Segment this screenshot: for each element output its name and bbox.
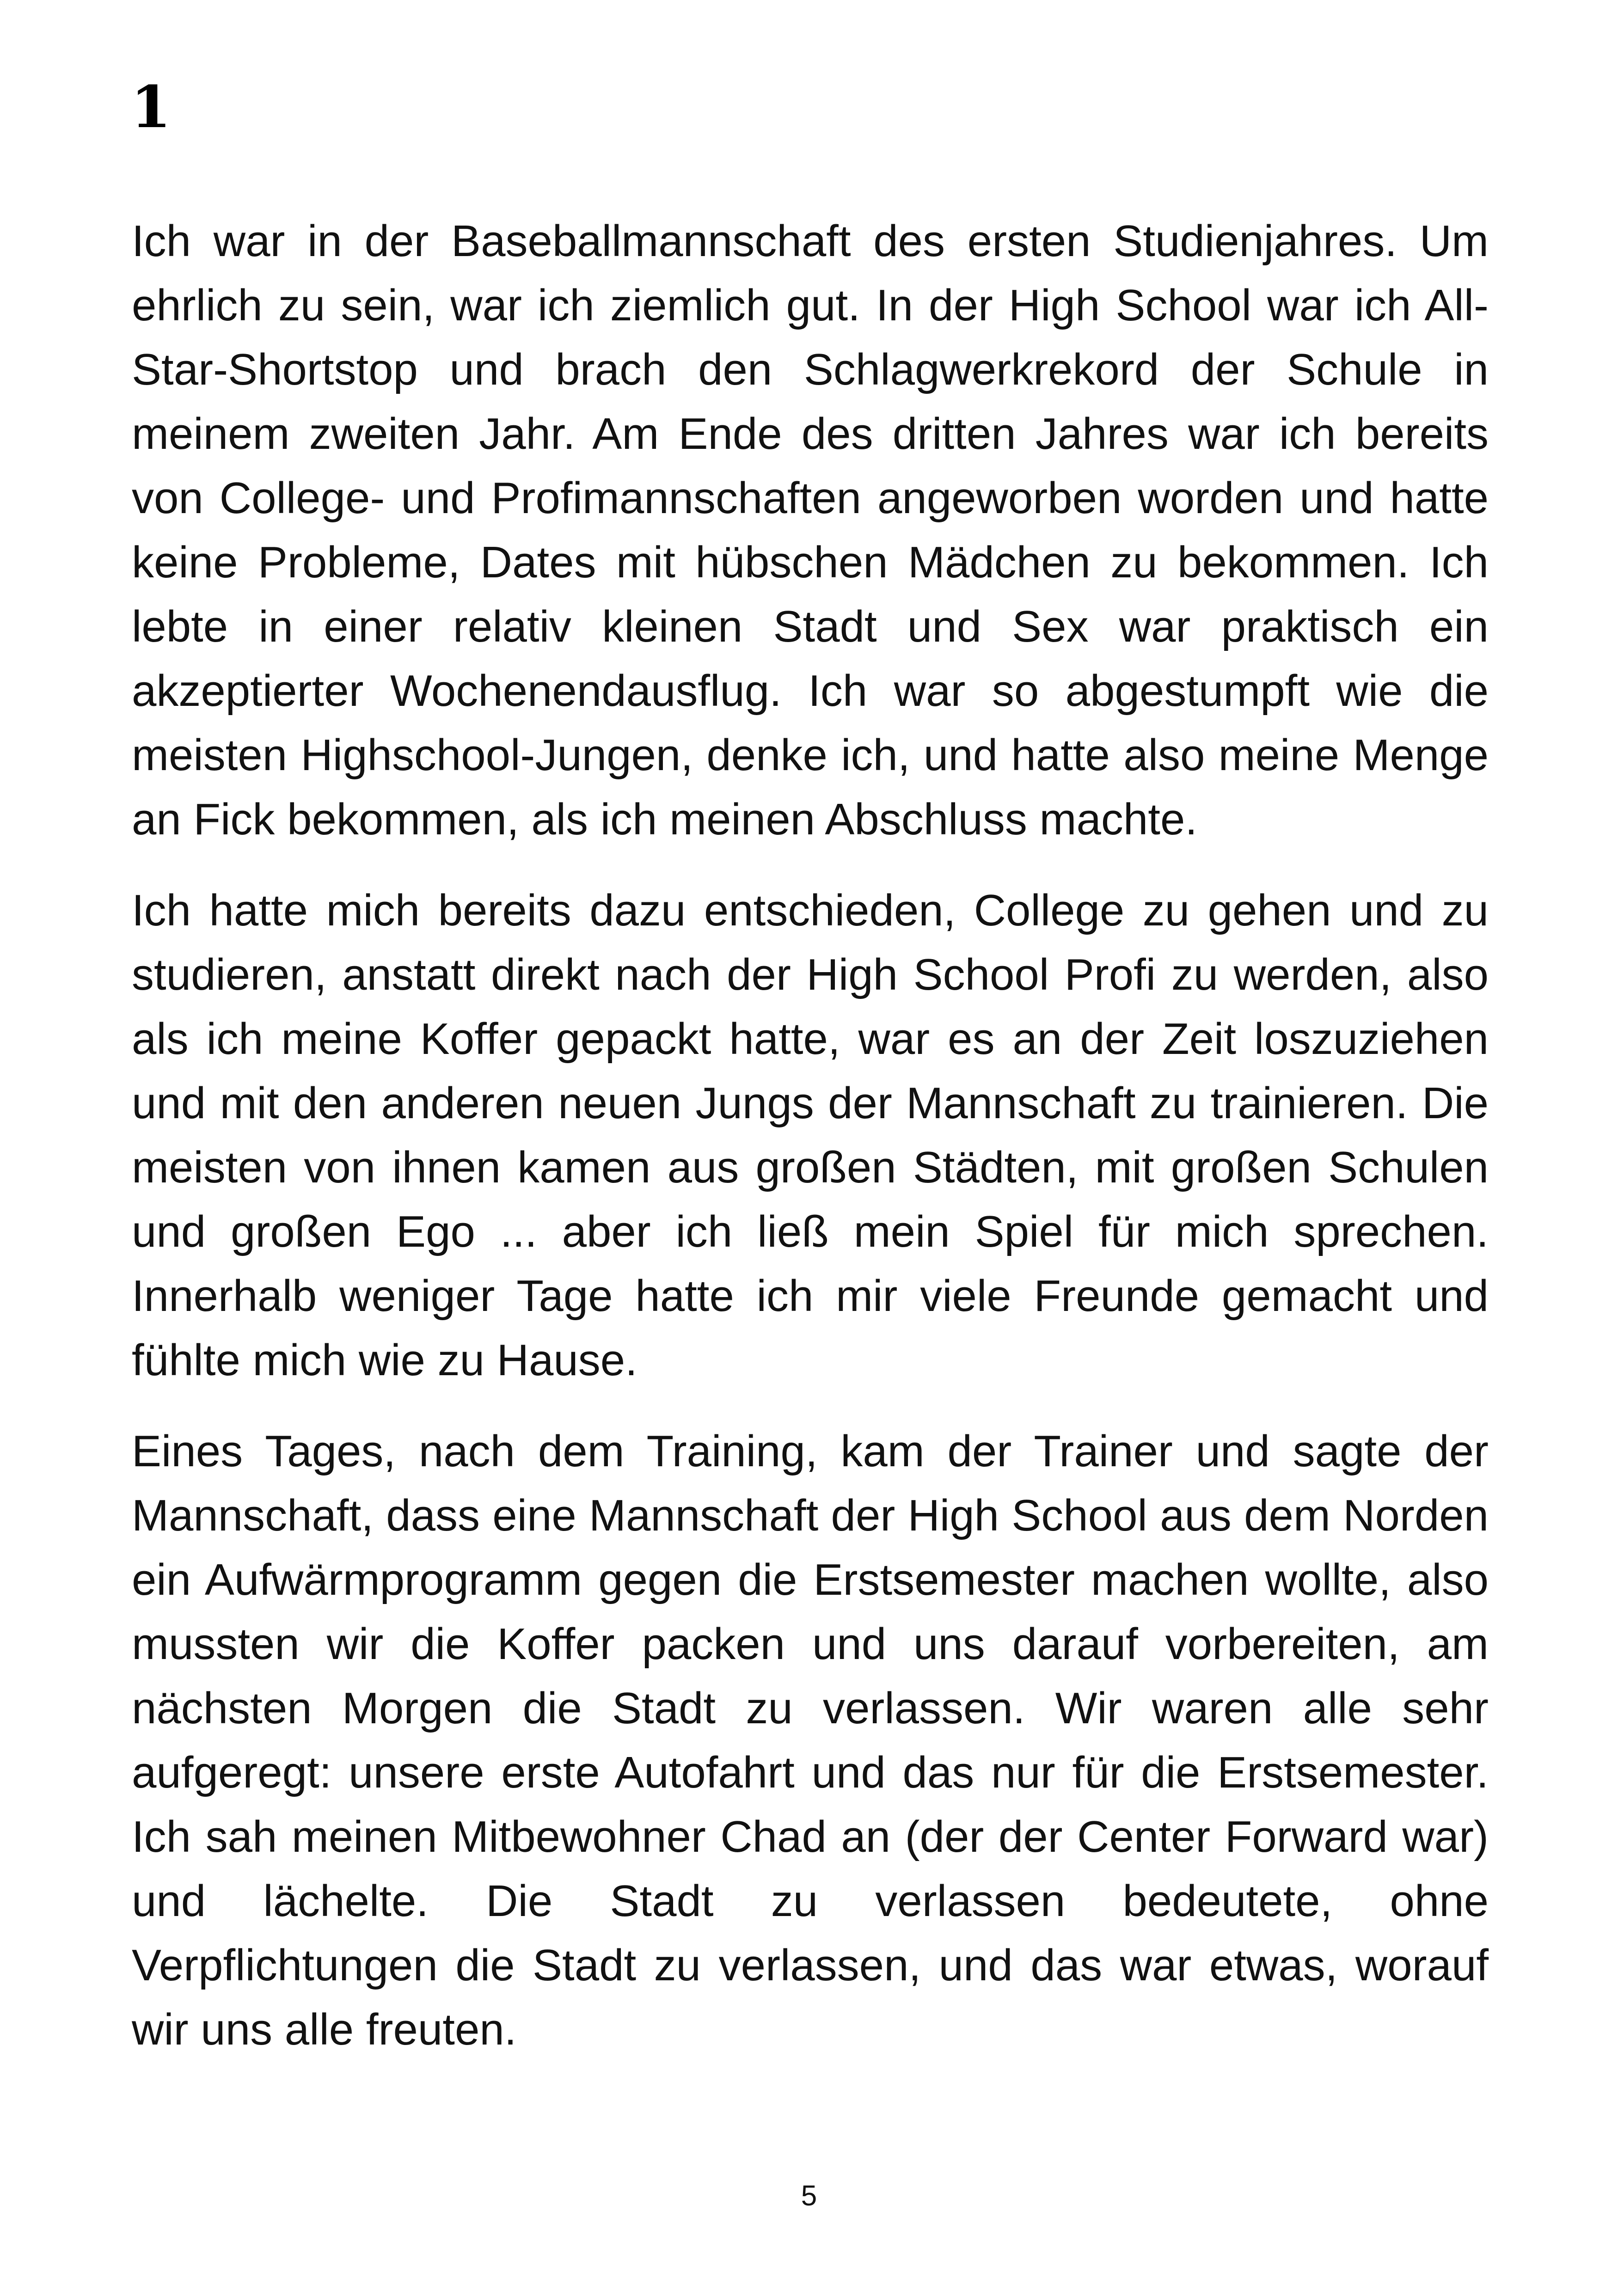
paragraph-2: Ich hatte mich bereits dazu entschieden, College zu gehen und zu studieren, anstatt direkt nach der High School Profi zu werden, also als ich meine Koffer gepackt hatte, war es an der Zeit loszuziehen und mit den anderen neuen Jungs der Mannschaft zu trainieren. Die meisten von ihnen kamen aus großen Städten, mit großen Schulen und großen Ego ... aber ich ließ mein Spiel für mich sprechen. Innerhalb weniger Tage hatte ich mir viele Freunde gemacht und fühlte mich wie zu Hause. [132, 886, 1489, 1385]
paragraph-1: Ich war in der Baseballmannschaft des ersten Studienjahres. Um ehrlich zu sein, war ich ziemlich gut. In der High School war ich All-Star-Shortstop und brach den Schlagwerkrekord der Schule in meinem zweiten Jahr. Am Ende des dritten Jahres war ich bereits von College- und Profimannschaften angeworben worden und hatte keine Probleme, Dates mit hübschen Mädchen zu bekommen. Ich lebte in einer relativ kleinen Stadt und Sex war praktisch ein akzeptierter Wochenendausflug. Ich war so abgestumpft wie die meisten Highschool-Jungen, denke ich, und hatte also meine Menge an Fick bekommen, als ich meinen Abschluss machte. [132, 216, 1489, 844]
chapter-body [132, 209, 1489, 2088]
paragraph-3: Eines Tages, nach dem Training, kam der Trainer und sagte der Mannschaft, dass eine Mannschaft der High School aus dem Norden ein Aufwärmprogramm gegen die Erstsemester machen wollte, also mussten wir die Koffer packen und uns darauf vorbereiten, am nächsten Morgen die Stadt zu verlassen. Wir waren alle sehr aufgeregt: unsere erste Autofahrt und das nur für die Erstsemester. Ich sah meinen Mitbewohner Chad an (der der Center Forward war) und lächelte. Die Stadt zu verlassen bedeutete, ohne Verpflichtungen die Stadt zu verlassen, und das war etwas, worauf wir uns alle freuten. [132, 1427, 1489, 2054]
page-number: 5 [801, 2180, 817, 2212]
chapter-number: 1 [131, 73, 171, 141]
